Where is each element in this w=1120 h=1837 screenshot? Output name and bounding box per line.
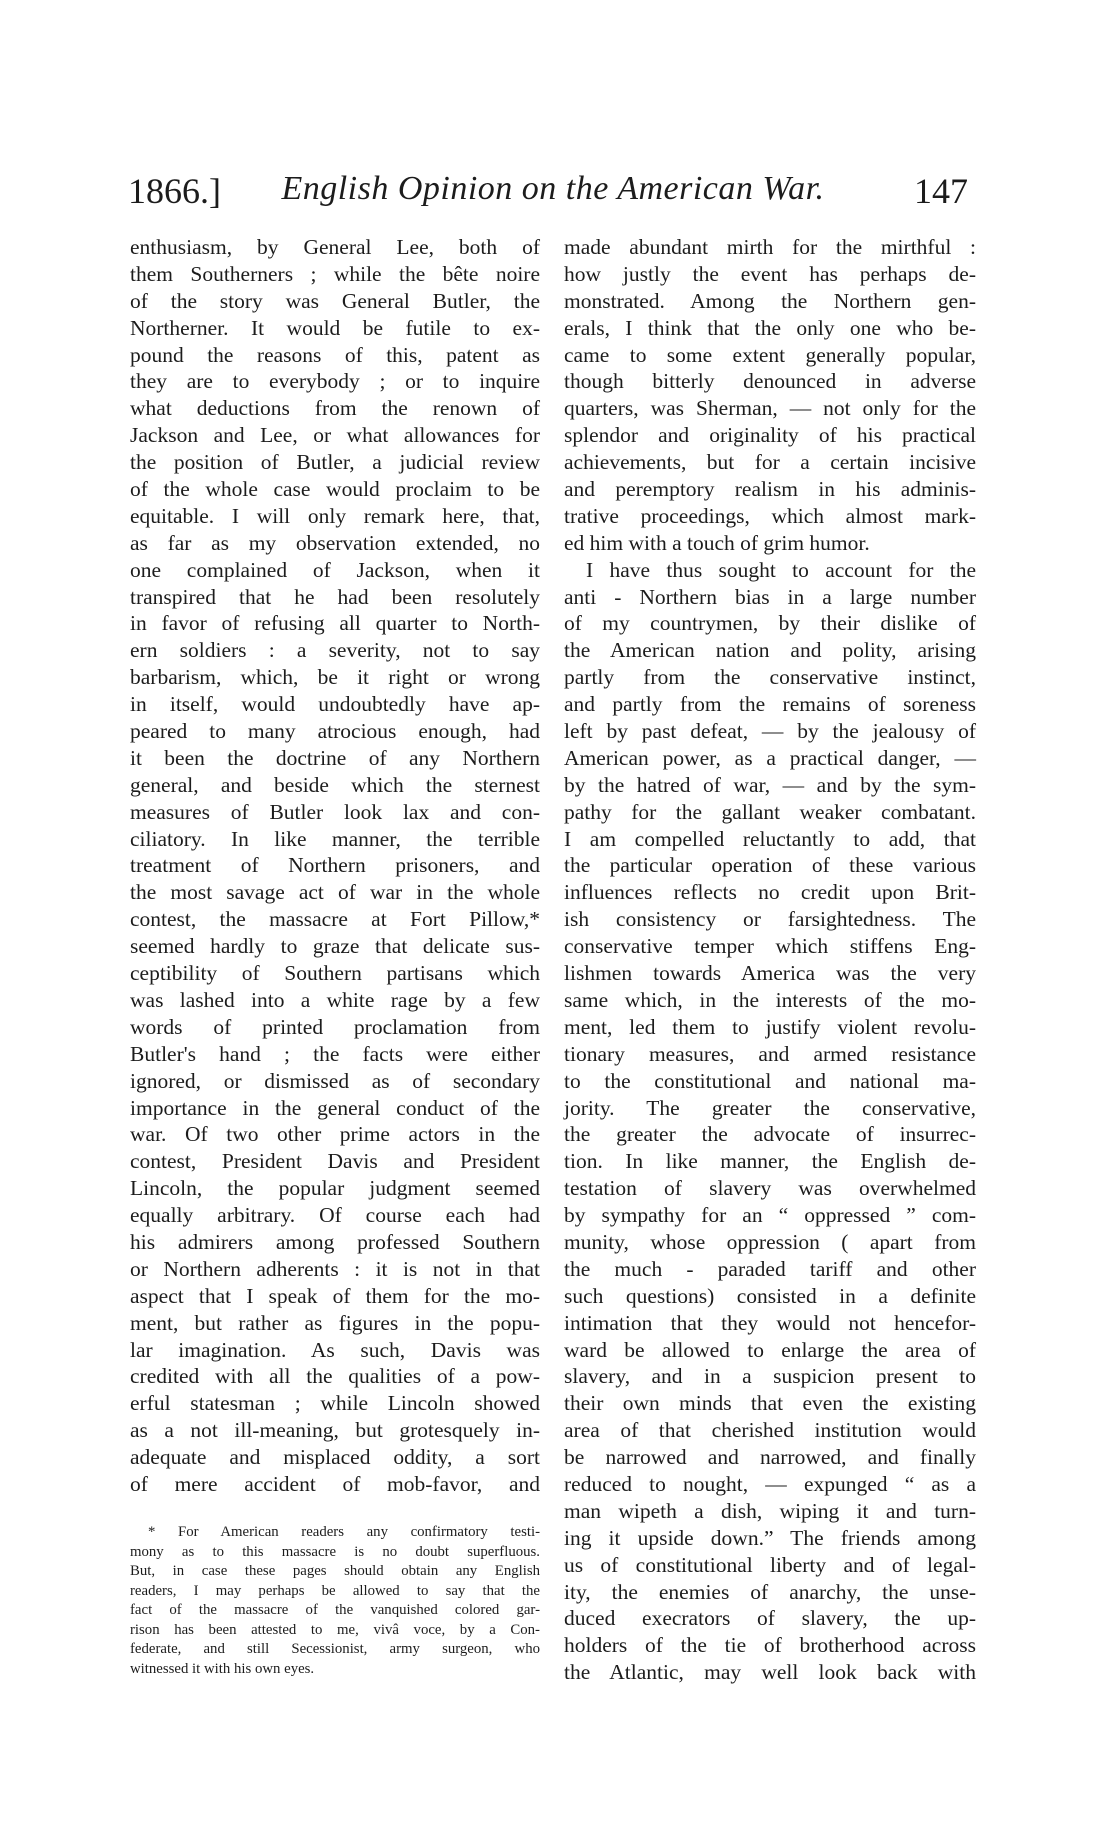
text-line: reduced to nought, — expunged “ as a [564,1471,976,1496]
text-line: the American nation and polity, arising [564,638,976,663]
text-line: enthusiasm, by General Lee, both of [130,235,540,259]
footnote-line: mony as to this massacre is no doubt superfluous. [130,1543,540,1560]
text-line: man wipeth a dish, wiping it and turn- [564,1498,976,1523]
text-line: treatment of Northern prisoners, and [130,853,540,878]
text-line: pound the reasons of this, patent as [130,342,540,367]
text-line: ignored, or dismissed as of secondary [130,1068,540,1093]
text-line: to the constitutional and national ma- [564,1068,976,1093]
text-line: ed him with a touch of grim humor. [564,530,870,555]
text-line: Jackson and Lee, or what allowances for [130,423,540,448]
text-line: measures of Butler look lax and con- [130,799,540,824]
text-line: I have thus sought to account for the [586,557,976,582]
text-line: general, and beside which the sternest [130,772,540,797]
left-column [130,234,540,1498]
text-line: peared to many atrocious enough, had [130,719,540,744]
header-year: 1866.] [128,171,221,211]
text-line: aspect that I speak of them for the mo- [130,1283,540,1308]
header-title: English Opinion on the American War. [281,170,825,207]
footnote-line: rison has been attested to me, vivâ voce, by a Con- [130,1621,540,1638]
page-number: 147 [914,171,968,211]
text-line: trative proceedings, which almost mark- [564,503,976,528]
text-line: as far as my observation extended, no [130,530,540,555]
text-line: ing it upside down.” The friends among [564,1525,976,1550]
text-line: war. Of two other prime actors in the [130,1122,540,1147]
text-line: of the story was General Butler, the [130,288,540,313]
text-line: ceptibility of Southern partisans which [130,961,540,986]
text-line: the Atlantic, may well look back with [564,1660,976,1685]
text-line: them Southerners ; while the bête noire [130,261,540,286]
footnote [130,1523,540,1679]
text-line: area of that cherished institution would [564,1418,976,1443]
text-line: came to some extent generally popular, [564,342,976,367]
text-line: lishmen towards America was the very [564,961,976,986]
text-line: pathy for the gallant weaker combatant. [564,799,976,824]
text-line: duced execrators of slavery, the up- [564,1606,976,1631]
text-line: ment, led them to justify violent revolu- [564,1014,976,1039]
text-line: ish consistency or farsightedness. The [564,907,976,932]
text-line: of the whole case would proclaim to be [130,477,540,502]
footnote-line: But, in case these pages should obtain any English [130,1563,540,1579]
text-line: anti - Northern bias in a large number [564,584,976,609]
text-line: same which, in the interests of the mo- [564,987,976,1012]
text-line: Lincoln, the popular judgment seemed [130,1176,540,1201]
text-line: and partly from the remains of soreness [564,692,976,717]
text-line: in itself, would undoubtedly have ap- [130,692,540,717]
text-line: how justly the event has perhaps de- [564,261,976,286]
text-line: Butler's hand ; the facts were either [130,1041,540,1066]
right-column [564,234,976,1686]
text-line: though bitterly denounced in adverse [564,369,976,394]
text-line: such questions) consisted in a definite [564,1283,976,1308]
text-line: munity, whose oppression ( apart from [564,1229,976,1254]
text-line: quarters, was Sherman, — not only for the [564,396,976,421]
text-line: Northerner. It would be futile to ex- [130,315,540,340]
text-line: or Northern adherents : it is not in that [130,1256,540,1281]
text-line: credited with all the qualities of a pow- [130,1364,540,1389]
text-line: slavery, and in a suspicion present to [564,1364,976,1389]
text-line: ity, the enemies of anarchy, the unse- [564,1579,976,1604]
text-line: and peremptory realism in his adminis- [564,477,976,502]
text-line: lar imagination. As such, Davis was [130,1337,540,1362]
text-line: of my countrymen, by their dislike of [564,611,976,636]
footnote-line: fact of the massacre of the vanquished colored gar- [130,1602,540,1618]
text-line: transpired that he had been resolutely [130,584,540,609]
text-line: words of printed proclamation from [130,1014,540,1039]
text-line: jority. The greater the conservative, [564,1095,976,1120]
text-line: they are to everybody ; or to inquire [130,369,540,394]
text-line: ward be allowed to enlarge the area of [564,1337,976,1362]
text-line: testation of slavery was overwhelmed [564,1176,976,1201]
text-line: seemed hardly to graze that delicate sus- [130,934,540,959]
text-line: made abundant mirth for the mirthful : [564,235,976,259]
text-line: holders of the tie of brotherhood across [564,1633,976,1658]
footnote-line: * For American readers any confirmatory testi- [148,1524,540,1540]
text-line: partly from the conservative instinct, [564,665,976,690]
text-line: achievements, but for a certain incisive [564,450,976,475]
text-line: American power, as a practical danger, — [564,745,976,770]
text-line: their own minds that even the existing [564,1391,976,1416]
text-line: by the hatred of war, — and by the sym- [564,772,976,797]
text-line: his admirers among professed Southern [130,1229,540,1254]
text-line: of mere accident of mob-favor, and [130,1471,540,1496]
text-line: contest, President Davis and President [130,1149,540,1174]
text-line: it been the doctrine of any Northern [130,745,540,770]
text-line: splendor and originality of his practical [564,423,976,448]
text-line: ment, but rather as figures in the popu- [130,1310,540,1335]
text-line: barbarism, which, be it right or wrong [130,665,540,690]
text-line: in favor of refusing all quarter to North- [130,611,540,636]
text-line: intimation that they would not hencefor- [564,1310,976,1335]
text-line: by sympathy for an “ oppressed ” com- [564,1203,976,1228]
running-header [128,170,978,222]
text-line: be narrowed and narrowed, and finally [564,1445,976,1470]
footnote-line: federate, and still Secessionist, army surgeon, who [130,1641,540,1657]
text-line: adequate and misplaced oddity, a sort [130,1445,540,1470]
text-line: influences reflects no credit upon Brit- [564,880,976,905]
text-line: ciliatory. In like manner, the terrible [130,826,540,851]
text-line: erals, I think that the only one who be- [564,315,976,340]
text-line: monstrated. Among the Northern gen- [564,288,976,313]
text-line: one complained of Jackson, when it [130,557,540,582]
footnote-line: readers, I may perhaps be allowed to say that the [130,1582,540,1599]
footnote-line: witnessed it with his own eyes. [130,1660,315,1677]
text-line: was lashed into a white rage by a few [130,987,540,1012]
text-line: ern soldiers : a severity, not to say [130,638,540,663]
text-line: equally arbitrary. Of course each had [130,1203,540,1228]
text-line: contest, the massacre at Fort Pillow,* [130,907,540,932]
text-line: the position of Butler, a judicial review [130,450,540,475]
text-line: the most savage act of war in the whole [130,880,540,905]
text-line: I am compelled reluctantly to add, that [564,826,976,851]
text-line: tionary measures, and armed resistance [564,1041,976,1066]
text-line: the greater the advocate of insurrec- [564,1122,976,1147]
text-line: the particular operation of these various [564,853,976,878]
text-line: the much - paraded tariff and other [564,1256,976,1281]
text-line: tion. In like manner, the English de- [564,1149,976,1174]
text-line: importance in the general conduct of the [130,1095,540,1120]
text-line: conservative temper which stiffens Eng- [564,934,976,959]
text-line: as a not ill-meaning, but grotesquely in- [130,1418,540,1443]
text-line: us of constitutional liberty and of legal- [564,1552,976,1577]
text-line: erful statesman ; while Lincoln showed [130,1391,540,1416]
text-line: equitable. I will only remark here, that, [130,503,540,528]
text-line: left by past defeat, — by the jealousy of [564,719,976,744]
text-line: what deductions from the renown of [130,396,540,421]
